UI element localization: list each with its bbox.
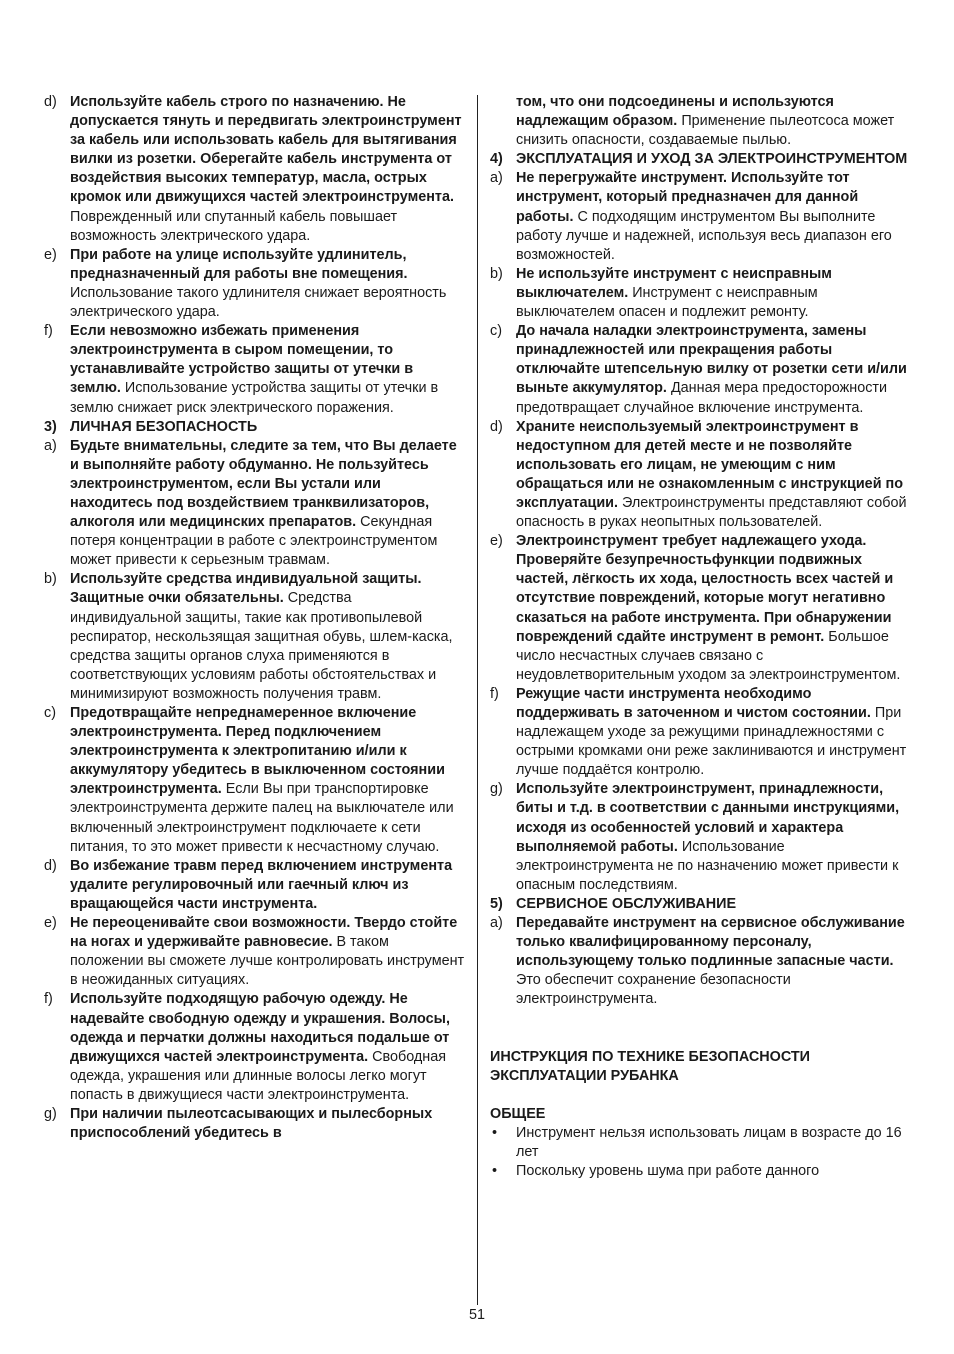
item-marker: e) [44, 915, 57, 932]
item-text: Использование электроинструмента не по назначению может привести к опасным последствиям. [516, 838, 899, 893]
right-column [490, 93, 908, 1181]
list-item [44, 1105, 466, 1143]
item-marker: a) [490, 915, 503, 932]
page-number: 51 [468, 1307, 485, 1323]
column-divider [477, 95, 478, 1305]
bullet-marker: • [492, 1124, 498, 1141]
section-number: 3) [44, 418, 57, 435]
item-text: Использование устройства защиты от утечки в землю снижает риск электрического поражения. [70, 380, 439, 416]
section-title: СЕРВИСНОЕ ОБСЛУЖИВАНИЕ [516, 895, 737, 912]
item-bold-text: Во избежание травм перед включением инструмента удалите регулировочный или гаечный ключ из вращающейся части инструмента. [70, 857, 453, 912]
bullet-text: Поскольку уровень шума при работе данного [516, 1162, 820, 1179]
item-marker: g) [490, 781, 503, 798]
right-items [490, 93, 908, 1010]
item-marker: f) [44, 991, 53, 1008]
item-text: В таком положении вы сможете лучше контролировать инструмент в неожиданных ситуациях. [70, 934, 465, 989]
item-bold-text: При работе на улице используйте удлинитель, предназначенный для работы вне помещения. [70, 246, 408, 282]
item-text: Данная мера предосторожности предотвращает случайное включение инструмента. [516, 380, 888, 416]
item-text: С подходящим инструментом Вы выполните работу лучше и надежней, используя весь диапазон его возможностей. [516, 208, 892, 263]
planer-safety-heading: ИНСТРУКЦИЯ ПО ТЕХНИКЕ БЕЗОПАСНОСТИ ЭКСПЛУАТАЦИИ РУБАНКА [490, 1048, 811, 1084]
bullet-marker: • [492, 1162, 498, 1179]
list-item [44, 246, 466, 322]
item-bold-text: Если невозможно избежать применения электроинструмента в сыром помещении, то устанавливайте устройство защиты от утечки в землю. [70, 323, 414, 397]
list-item [490, 93, 908, 150]
list-item [44, 704, 466, 857]
item-bold-text: Передавайте инструмент на сервисное обслуживание только квалифицированному персоналу, использующему только подлинные запасные части. [516, 915, 905, 970]
list-item [490, 532, 908, 685]
item-marker: c) [490, 323, 502, 340]
item-marker: e) [44, 246, 57, 263]
item-marker: e) [490, 533, 503, 550]
list-item [44, 93, 466, 246]
item-text: При надлежащем уходе за режущими принадлежностями с острыми кромками они реже заклиниваются и инструмент лучше поддаётся контролю. [516, 705, 907, 779]
item-bold-text: Не перегружайте инструмент. Используйте тот инструмент, который предназначен для данной работы. [516, 170, 859, 225]
item-marker: c) [44, 705, 56, 721]
list-item [490, 914, 908, 1009]
item-text: Использование такого удлинителя снижает вероятность электрического удара. [70, 284, 447, 321]
item-text: Электроинструменты представляют собой опасность в руках неопытных пользователей. [516, 494, 907, 531]
item-text: Средства индивидуальной защиты, такие как противопылевой респиратор, нескользящая защитная обувь, шлем-каска, средства защиты органов слуха применяются в соответствующих условиям работы обстоятельствах и минимизируют возможность получения травм. [70, 590, 453, 702]
bullet-item [490, 1124, 908, 1162]
section-title: ЭКСПЛУАТАЦИЯ И УХОД ЗА ЭЛЕКТРОИНСТРУМЕНТОМ [516, 151, 908, 168]
list-item [490, 265, 908, 322]
list-item [44, 437, 466, 571]
list-item [44, 990, 466, 1105]
section-number: 4) [490, 151, 503, 168]
item-bold-text: Режущие части инструмента необходимо поддерживать в заточенном и чистом состоянии. [516, 685, 871, 721]
item-bold-text: Используйте кабель строго по назначению. Не допускается тянуть и передвигать электроинструмент за кабель или использовать кабель для вытягивания вилки из розетки. Оберегайте кабель инструмента от воздействия высоких температур, масла, острых кромок или движущихся частей электроинструмента. [70, 94, 462, 206]
item-bold-text: Не используйте инструмент с неисправным выключателем. [516, 265, 832, 301]
item-marker: d) [44, 94, 57, 110]
item-bold-text: Используйте средства индивидуальной защиты. Защитные очки обязательны. [70, 571, 422, 607]
item-bold-text: Предотвращайте непреднамеренное включение электроинструмента. Перед подключением электроинструмента к электропитанию и/или к аккумулятору убедитесь в выключенном состоянии электроинструмента. [70, 705, 445, 798]
item-bold-text: Используйте подходящую рабочую одежду. Не надевайте свободную одежду и украшения. Волосы, одежда и перчатки должны находиться подальше от движущихся частей электроинструмента. [70, 991, 450, 1065]
item-text: Инструмент с неисправным выключателем опасен и подлежит ремонту. [516, 284, 818, 321]
list-item [490, 322, 908, 417]
item-bold-text: При наличии пылеотсасывающих и пылесборных приспособлений убедитесь в [70, 1105, 433, 1142]
item-bold-text: Не переоценивайте свои возможности. Твердо стойте на ногах и удерживайте равновесие. [70, 915, 458, 951]
item-text: Свободная одежда, украшения или длинные волосы легко могут попасть в движущиеся части электроинструмента. [70, 1048, 447, 1103]
item-bold-text: Будьте внимательны, следите за тем, что Вы делаете и выполняйте работу обдуманно. Не пользуйтесь электроинструментом, если Вы устали или находитесь под воздействием транквилизаторов, алкоголя или медицинских препаратов. [70, 437, 457, 531]
item-bold-text: Используйте электроинструмент, принадлежности, биты и т.д. в соответствии с данными инструкциями, исходя из особенностей условий и характера выполняемой работы. [516, 781, 900, 855]
section-heading [44, 418, 466, 437]
item-marker: d) [490, 418, 503, 435]
section-heading [490, 150, 908, 169]
item-text: Это обеспечит сохранение безопасности электроинструмента. [516, 972, 791, 1008]
item-marker: f) [490, 685, 499, 702]
item-text: Большое число несчастных случаев связано с неудовлетворительным уходом за электроинструментом. [516, 628, 901, 683]
bullet-item [490, 1162, 908, 1181]
item-marker: a) [44, 437, 57, 454]
item-bold-text: До начала наладки электроинструмента, замены принадлежностей или прекращения работы отключайте штепсельную вилку от розетки сети и/или выньте аккумулятор. [516, 323, 907, 397]
item-bold-text: Храните неиспользуемый электроинструмент в недоступном для детей месте и не позволяйте использовать его лицам, не умеющим с ним обращаться или не ознакомленным с инструкцией по эксплуатации. [516, 418, 904, 511]
section-heading [490, 895, 908, 914]
general-heading: ОБЩЕЕ [490, 1105, 546, 1122]
item-marker: b) [490, 265, 503, 282]
list-item [44, 322, 466, 417]
item-bold-text: том, что они подсоединены и используются надлежащим образом. [516, 94, 834, 130]
bullet-text: Инструмент нельзя использовать лицам в возрасте до 16 лет [516, 1124, 902, 1160]
item-text: Секундная потеря концентрации в работе с электроинструментом может привести к серьезным травмам. [70, 514, 438, 569]
left-column [44, 93, 466, 1143]
list-item [44, 570, 466, 704]
section-title: ЛИЧНАЯ БЕЗОПАСНОСТЬ [70, 418, 258, 435]
item-text: Поврежденный или спутанный кабель повышает возможность электрического удара. [70, 208, 398, 244]
list-item [490, 169, 908, 264]
list-item [490, 685, 908, 780]
list-item [44, 914, 466, 990]
item-bold-text: Электроинструмент требует надлежащего ухода. Проверяйте безупречностьфункции подвижных частей, лёгкость их хода, целостность всех частей и отсутствие повреждений, которые могут негативно сказаться на работе инструмента. При обнаружении повреждений сдайте инструмент в ремонт. [516, 533, 894, 645]
list-item [490, 418, 908, 533]
item-text: Если Вы при транспортировке электроинструмента держите палец на выключателе или включенный электроинструмент подключаете к сети питания, то это может привести к несчастному случаю. [70, 781, 454, 855]
item-text: Применение пылеотсоса может снизить опасности, создаваемые пылью. [516, 113, 895, 149]
item-marker: a) [490, 170, 503, 187]
item-marker: g) [44, 1105, 57, 1122]
item-marker: d) [44, 857, 57, 874]
item-marker: f) [44, 323, 53, 340]
list-item [490, 780, 908, 895]
list-item [44, 857, 466, 914]
item-marker: b) [44, 571, 57, 588]
section-number: 5) [490, 895, 503, 912]
